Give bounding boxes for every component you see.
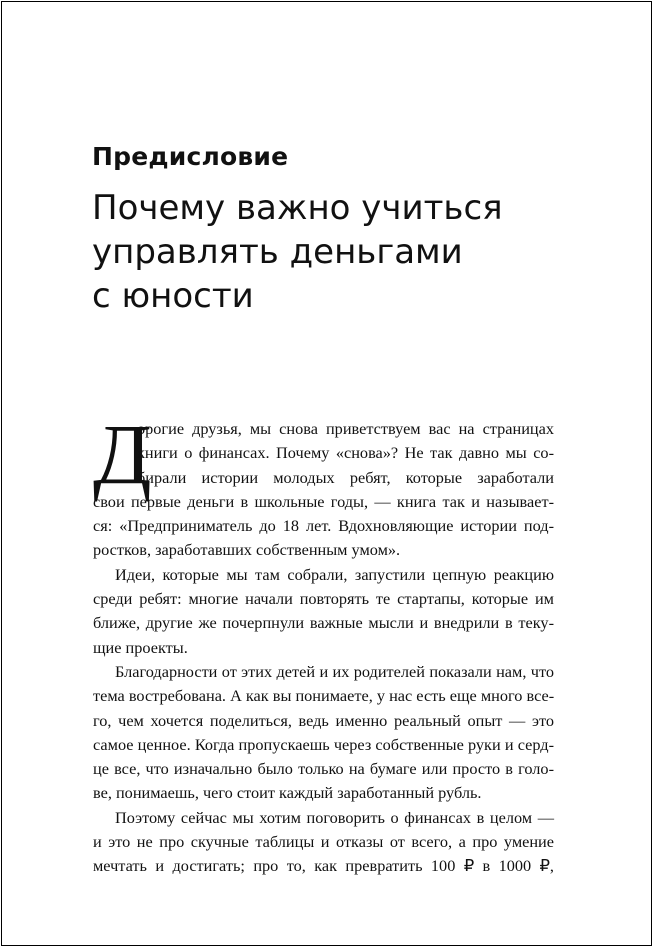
text-line: самое ценное. Когда пропускаешь через собственные руки и серд-: [93, 734, 554, 754]
preface-kicker: Предисловие: [92, 142, 289, 171]
text-line: бирали истории молодых ребят, которые заработали: [137, 467, 554, 487]
text-line: среди ребят: многие начали повторять те стартапы, которые им: [93, 589, 554, 609]
text-line: ве, понимаешь, чего стоит каждый заработанный рубль.: [93, 783, 482, 803]
text-line: орогие друзья, мы снова приветствуем вас на страницах: [137, 419, 554, 438]
chapter-title-line: Почему важно учиться: [92, 188, 503, 228]
text-line: го, чем хочется поделиться, ведь именно реальный опыт — это: [93, 710, 554, 730]
text-line: це все, что изначально было только на бумаге или просто в голо-: [93, 759, 554, 779]
text-line: книги о финансах. Почему «снова»? Не так давно мы со-: [137, 443, 554, 463]
text-line: Благодарности от этих детей и их родителей показали нам, что: [115, 661, 554, 681]
text-line: мечтать и достигать; про то, как превратить 100 ₽ в 1000 ₽,: [93, 856, 554, 876]
chapter-title: [92, 186, 612, 318]
text-line: ростков, заработавших собственным умом».: [93, 540, 401, 560]
text-line: и это не про скучные таблицы и отказы от всего, а про умение: [93, 832, 554, 852]
chapter-title-line: с юности: [92, 276, 254, 316]
text-line: Поэтому сейчас мы хотим поговорить о финансах в целом —: [115, 807, 554, 827]
text-line: тема востребована. А как вы понимаете, у нас есть еще много все-: [93, 686, 555, 706]
chapter-title-line: управлять деньгами: [92, 232, 463, 272]
text-line: свои первые деньги в школьные годы, — книга так и называет-: [93, 491, 554, 511]
text-line: ся: «Предприниматель до 18 лет. Вдохновляющие истории под-: [93, 516, 554, 536]
drop-cap-letter: Д: [93, 406, 152, 502]
text-line: щие проекты.: [93, 637, 188, 657]
body-text: [93, 406, 555, 879]
text-line: ближе, другие же почерпнули важные мысли и внедрили в теку-: [93, 613, 554, 633]
text-line: Идеи, которые мы там собрали, запустили цепную реакцию: [115, 564, 554, 584]
